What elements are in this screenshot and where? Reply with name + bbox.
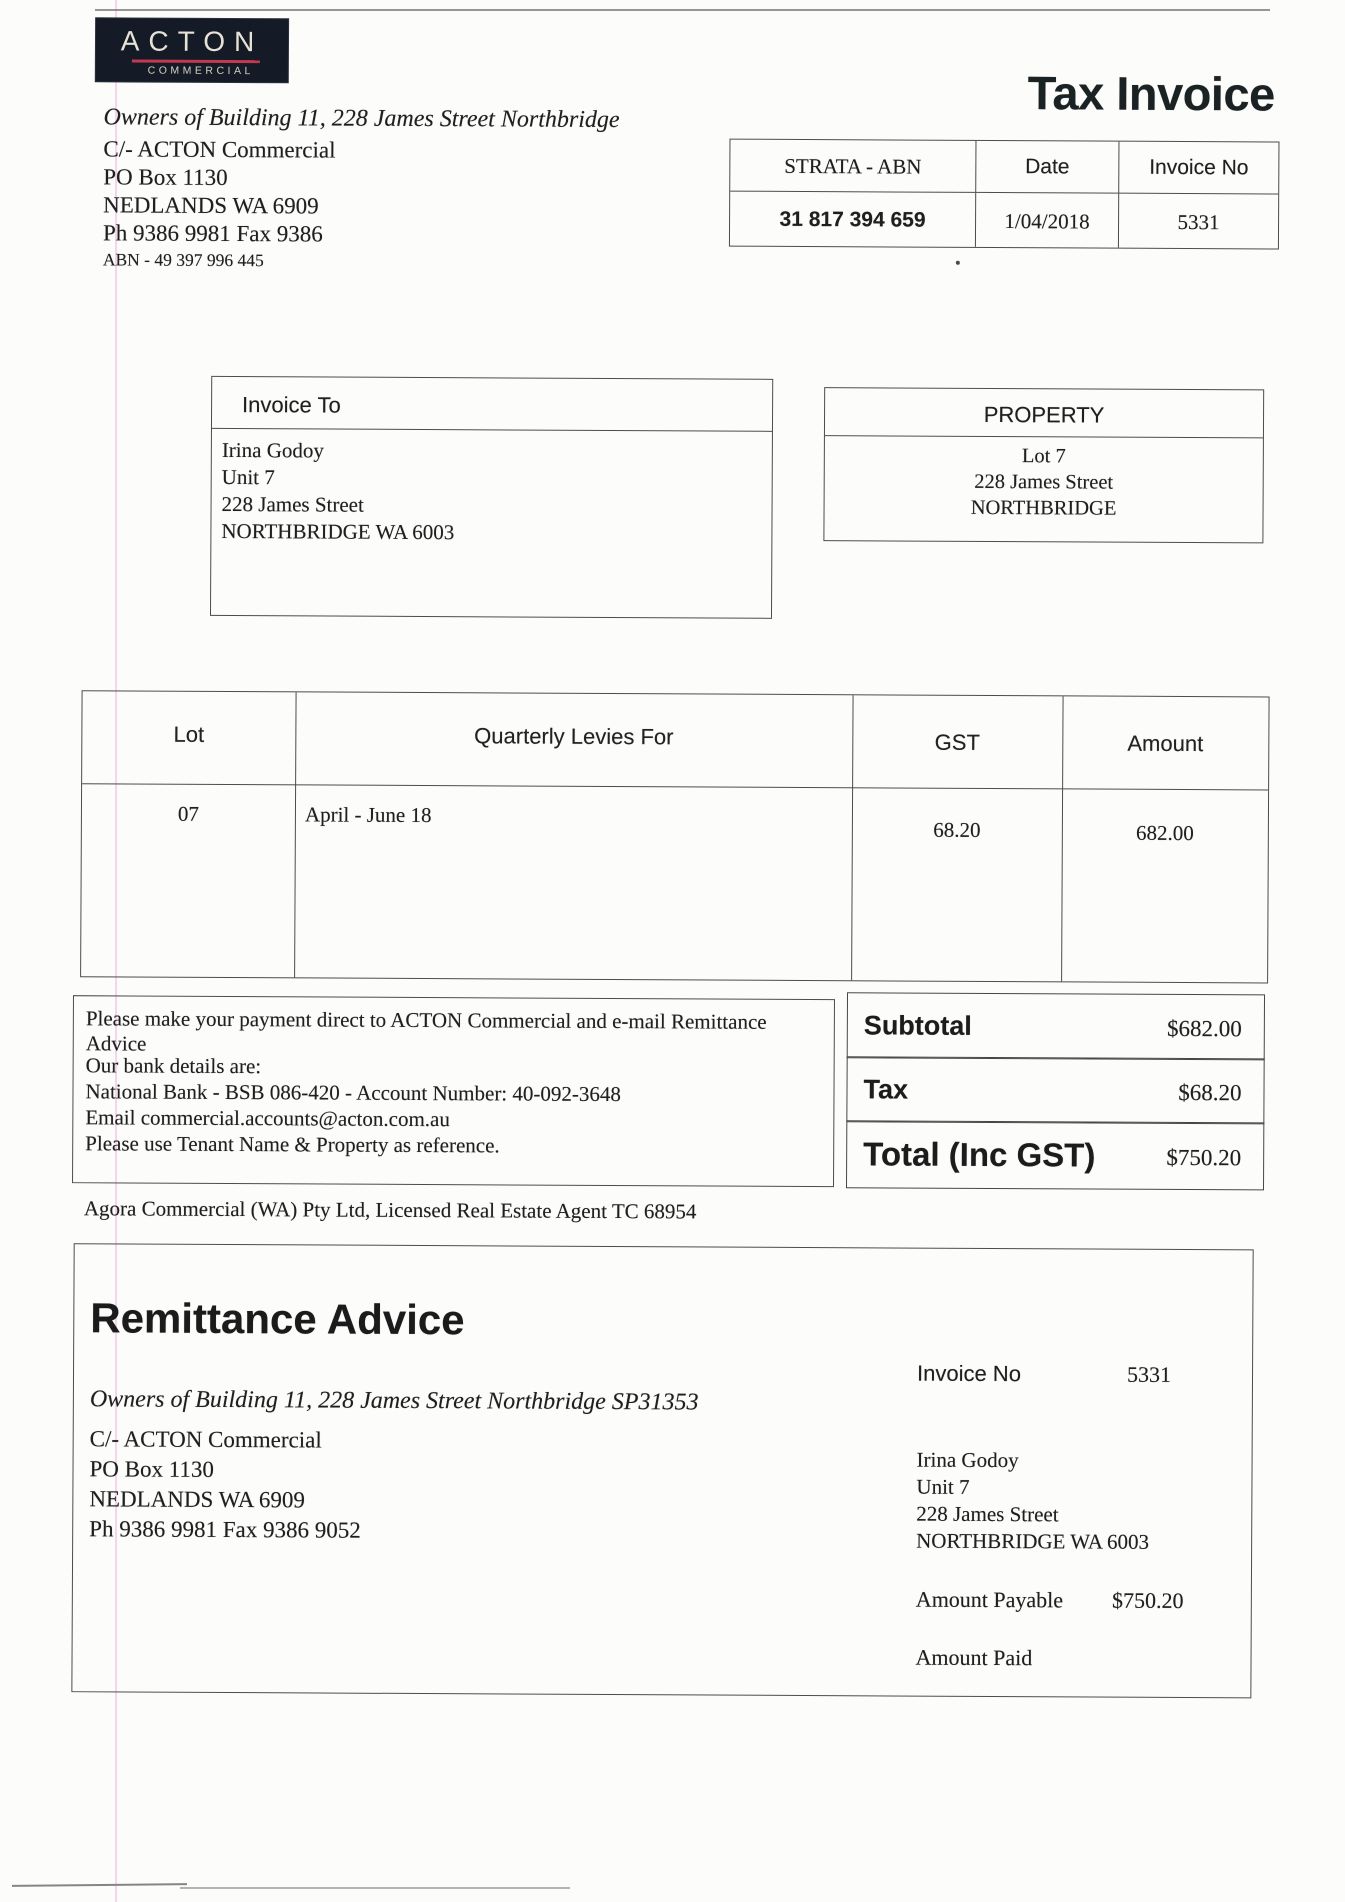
logo-brand-text: ACTON — [120, 25, 264, 58]
amount-payable-value: $750.20 — [1112, 1587, 1184, 1614]
sender-po-box: PO Box 1130 — [103, 164, 228, 190]
meta-header-date: Date — [975, 141, 1118, 194]
sender-abn: ABN - 49 397 996 445 — [102, 249, 264, 271]
property-line: 228 James Street — [974, 470, 1114, 494]
sender-care-of: C/- ACTON Commercial — [103, 136, 336, 163]
meta-header-strata-abn: STRATA - ABN — [730, 140, 975, 193]
payment-note-line5: Please use Tenant Name & Property as reference. — [85, 1131, 500, 1158]
invoice-to-line: Unit 7 — [221, 464, 275, 490]
acton-logo — [96, 18, 288, 82]
tax-value: $68.20 — [1178, 1079, 1242, 1106]
logo-red-underline — [132, 59, 260, 63]
scan-artifact-dot — [956, 261, 960, 265]
levies-cell-lot: 07 — [177, 801, 200, 826]
levies-cell-desc: April - June 18 — [304, 802, 432, 828]
remittance-po-box: PO Box 1130 — [89, 1456, 214, 1482]
page-title: Tax Invoice — [1027, 66, 1275, 121]
sender-owner-line: Owners of Building 11, 228 James Street Northbridge — [103, 104, 620, 134]
remittance-phone: Ph 9386 9981 Fax 9386 9052 — [89, 1516, 361, 1543]
payment-note-line4: Email commercial.accounts@acton.com.au — [85, 1105, 450, 1132]
meta-value-invoice-no: 5331 — [1118, 194, 1278, 249]
tax-row — [846, 1056, 1264, 1124]
tax-label: Tax — [863, 1074, 909, 1105]
payment-note-line1: Please make your payment direct to ACTON Commercial and e-mail Remittance Advice — [85, 1006, 767, 1056]
subtotal-row — [847, 992, 1265, 1060]
remittance-payee-line: NORTHBRIDGE WA 6003 — [916, 1528, 1150, 1554]
payment-note-line3: National Bank - BSB 086-420 - Account Number: 40-092-3648 — [85, 1079, 621, 1107]
property-line: Lot 7 — [1021, 445, 1066, 468]
amount-paid-label: Amount Paid — [915, 1644, 1033, 1671]
property-label: PROPERTY — [825, 388, 1263, 438]
invoice-to-line: 228 James Street — [221, 491, 364, 517]
invoice-to-label: Invoice To — [212, 377, 772, 432]
meta-header-invoice-no: Invoice No — [1118, 142, 1278, 195]
remittance-box — [71, 1243, 1253, 1698]
agent-line: Agora Commercial (WA) Pty Ltd, Licensed Real Estate Agent TC 68954 — [83, 1196, 697, 1224]
remittance-invoice-no-label: Invoice No — [916, 1360, 1022, 1387]
remittance-payee-address — [916, 1447, 1149, 1556]
sender-phone: Ph 9386 9981 Fax 9386 — [102, 220, 323, 247]
invoice-to-line: NORTHBRIDGE WA 6003 — [221, 518, 455, 545]
remittance-care-of: C/- ACTON Commercial — [89, 1426, 322, 1453]
remittance-payee-line: Unit 7 — [916, 1474, 970, 1499]
remittance-title: Remittance Advice — [90, 1294, 465, 1344]
levies-header-gst: GST — [934, 729, 981, 755]
payment-note-details — [85, 1052, 821, 1160]
levies-cell-gst: 68.20 — [933, 817, 981, 842]
payment-note-line2: Our bank details are: — [85, 1053, 262, 1079]
remittance-sender-block — [89, 1424, 361, 1545]
sender-city: NEDLANDS WA 6909 — [103, 192, 319, 219]
invoice-meta-table — [729, 139, 1280, 250]
levies-header-amount: Amount — [1127, 730, 1204, 757]
total-value: $750.20 — [1166, 1144, 1242, 1171]
invoice-to-line: Irina Godoy — [221, 437, 324, 463]
remittance-invoice-no-value: 5331 — [1126, 1361, 1172, 1387]
remittance-owner-line: Owners of Building 11, 228 James Street Northbridge SP31353 — [89, 1386, 699, 1416]
invoice-to-address — [221, 437, 454, 546]
remittance-city: NEDLANDS WA 6909 — [89, 1486, 305, 1513]
subtotal-value: $682.00 — [1167, 1015, 1242, 1042]
levies-cell-amount: 682.00 — [1135, 820, 1194, 846]
meta-value-strata-abn: 31 817 394 659 — [779, 207, 926, 232]
remittance-payee-line: Irina Godoy — [916, 1447, 1019, 1473]
property-line: NORTHBRIDGE — [970, 496, 1117, 520]
total-row — [846, 1120, 1264, 1190]
levies-header-desc: Quarterly Levies For — [474, 723, 674, 750]
invoice-to-box — [210, 376, 773, 619]
meta-value-date: 1/04/2018 — [975, 193, 1118, 248]
property-address — [824, 442, 1262, 522]
levies-header-lot: Lot — [173, 721, 205, 747]
levies-table — [80, 690, 1269, 983]
logo-sub-text: COMMERCIAL — [147, 64, 254, 78]
remittance-payee-line: 228 James Street — [916, 1501, 1059, 1527]
subtotal-label: Subtotal — [863, 1010, 972, 1041]
amount-payable-label: Amount Payable — [915, 1586, 1064, 1613]
total-label: Total (Inc GST) — [863, 1135, 1096, 1174]
property-box — [823, 387, 1264, 543]
payment-note-box — [72, 995, 835, 1187]
